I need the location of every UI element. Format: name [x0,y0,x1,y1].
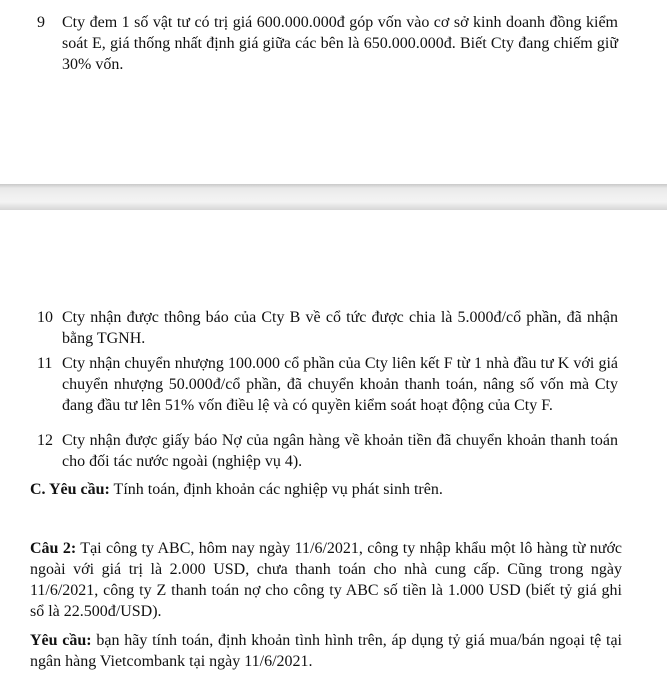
item-number: 9 [37,14,45,31]
question-2-paragraph [30,538,622,622]
requirement-text: bạn hãy tính toán, định khoản tình hình trên, áp dụng tỷ giá mua/bán ngoại tệ tại ngân hàng Vietcombank tại ngày 11/6/2021. [30,632,623,670]
item-text: Cty nhận được thông báo của Cty B về cổ tức được chia là 5.000đ/cổ phần, đã nhận bằng TGNH. [62,309,618,347]
question-2-text: Tại công ty ABC, hôm nay ngày 11/6/2021, công ty nhập khẩu một lô hàng từ nước ngoài với giá trị là 2.000 USD, chưa thanh toán cho nhà cung cấp. Cũng trong ngày 11/6/2021, công ty Z thanh toán nợ cho công ty ABC số tiền là 1.000 USD (biết tỷ giá ghi sổ là 22.500đ/USD). [30,540,623,620]
item-number: 11 [37,355,53,372]
question-2-label: Câu 2: [30,540,77,557]
requirement-label: Yêu cầu: [30,632,92,649]
item-number: 12 [37,432,53,449]
requirement-paragraph [30,630,622,672]
section-c-label: C. Yêu cầu: [30,481,110,498]
item-text: Cty đem 1 số vật tư có trị giá 600.000.000đ góp vốn vào cơ sở kinh doanh đồng kiểm soát E, giá thống nhất định giá giữa các bên là 650.000.000đ. Biết Cty đang chiếm giữ 30% vốn. [62,14,618,73]
item-text: Cty nhận được giấy báo Nợ của ngân hàng về khoản tiền đã chuyển khoản thanh toán cho đối tác nước ngoài (nghiệp vụ 4). [62,432,618,470]
item-text: Cty nhận chuyển nhượng 100.000 cổ phần của Cty liên kết F từ 1 nhà đầu tư K với giá chuyển nhượng 50.000đ/cổ phần, đã chuyển khoản thanh toán, nâng số vốn mà Cty đang đầu tư lên 51% vốn điều lệ và có quyền kiểm soát hoạt động của Cty F. [62,355,618,414]
page-break-divider [0,184,667,210]
item-number: 10 [37,309,53,326]
section-c-text: Tính toán, định khoản các nghiệp vụ phát sinh trên. [109,481,443,498]
section-c-requirement [30,479,443,500]
